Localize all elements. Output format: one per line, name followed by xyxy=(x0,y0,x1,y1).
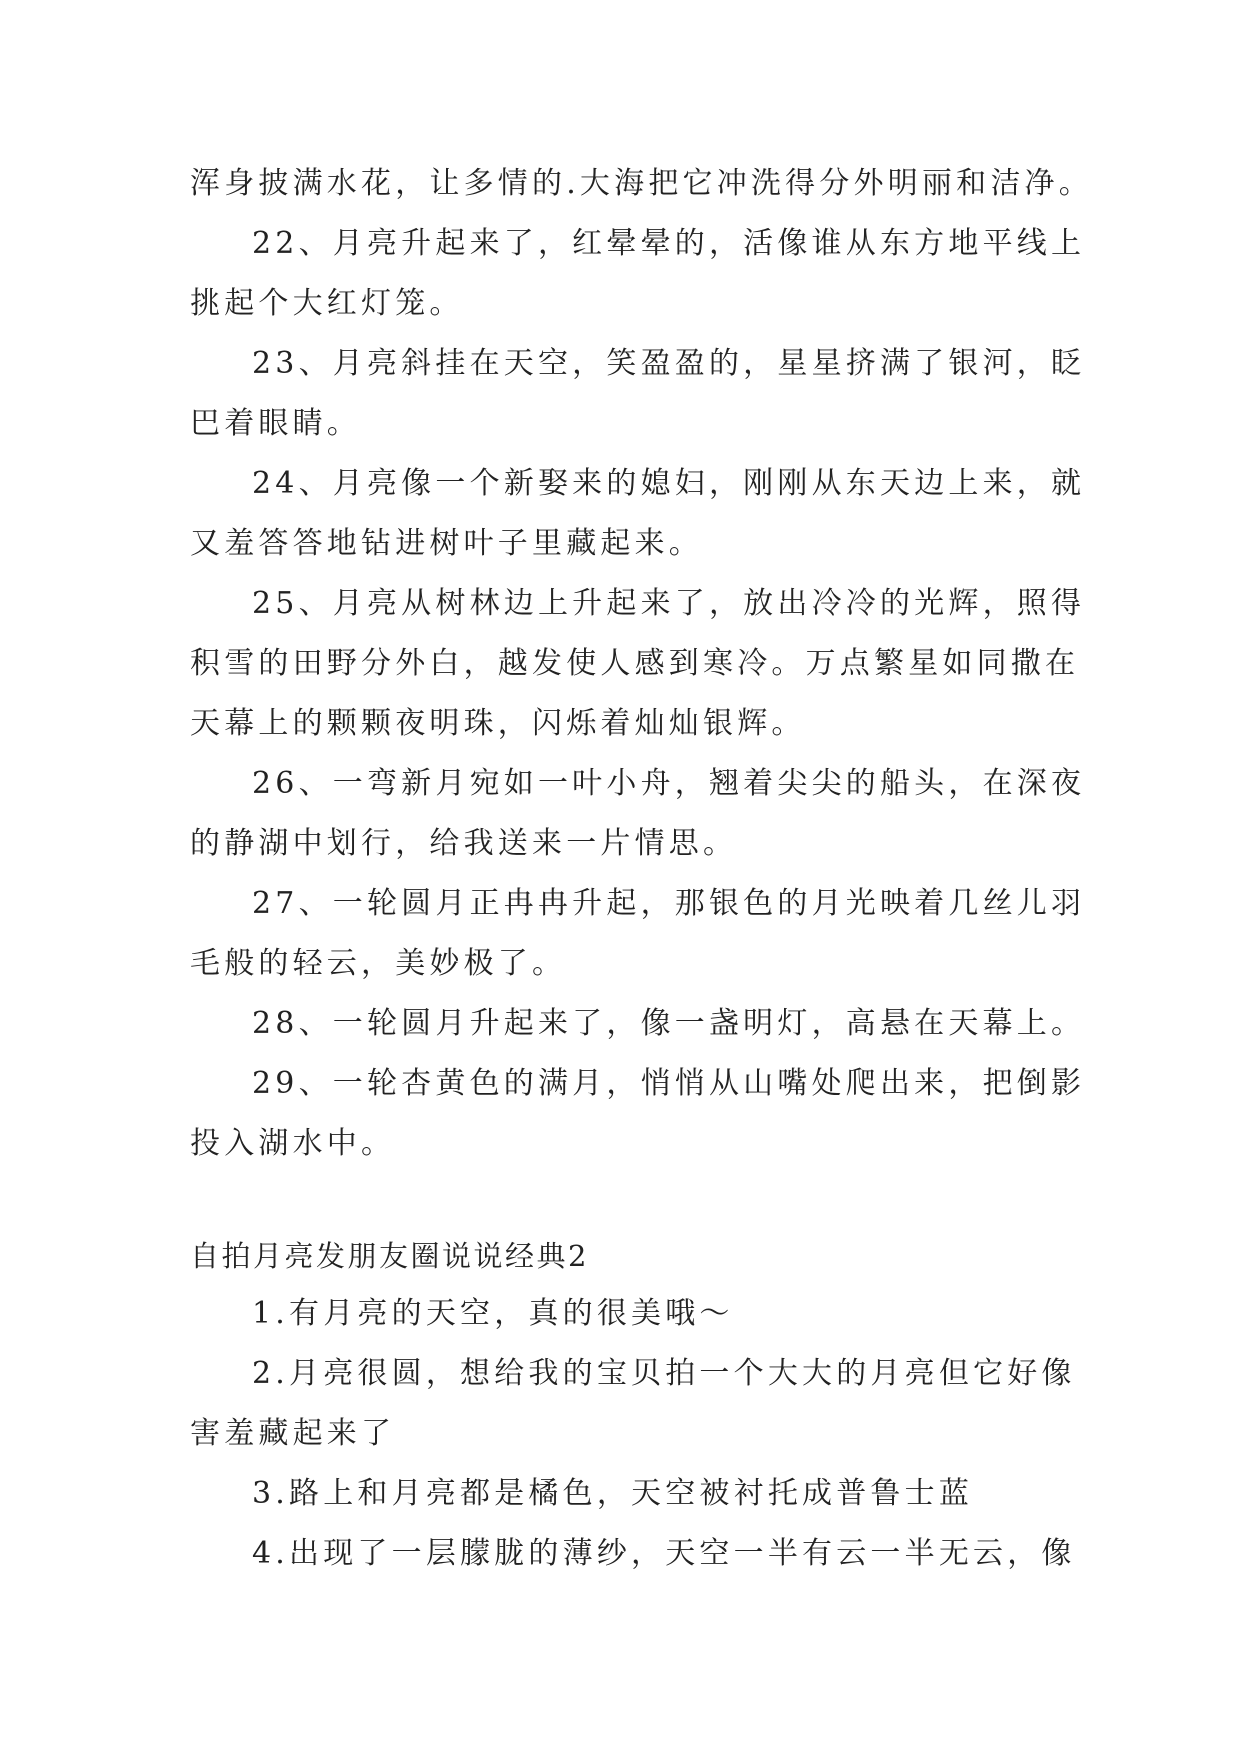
text-line: 27、一轮圆月正冉冉升起，那银色的月光映着几丝儿羽 xyxy=(252,886,1086,921)
text-line: 挑起个大红灯笼。 xyxy=(190,286,464,321)
text-line: 22、月亮升起来了，红晕晕的，活像谁从东方地平线上 xyxy=(252,226,1086,261)
text-line: 的静湖中划行，给我送来一片情思。 xyxy=(190,826,738,861)
section-title: 自拍月亮发朋友圈说说经典2 xyxy=(190,1239,589,1273)
text-line: 巴着眼睛。 xyxy=(190,406,361,441)
text-line: 1.有月亮的天空，真的很美哦～ xyxy=(252,1296,734,1331)
text-line: 4.出现了一层朦胧的薄纱，天空一半有云一半无云，像 xyxy=(252,1536,1076,1571)
text-line: 害羞藏起来了 xyxy=(190,1416,396,1451)
text-line: 天幕上的颗颗夜明珠，闪烁着灿灿银辉。 xyxy=(190,706,806,741)
text-line: 3.路上和月亮都是橘色，天空被衬托成普鲁士蓝 xyxy=(252,1476,974,1511)
text-line: 投入湖水中。 xyxy=(190,1126,396,1161)
text-line: 29、一轮杏黄色的满月，悄悄从山嘴处爬出来，把倒影 xyxy=(252,1066,1086,1101)
text-line: 2.月亮很圆，想给我的宝贝拍一个大大的月亮但它好像 xyxy=(252,1356,1076,1391)
text-line: 24、月亮像一个新娶来的媳妇，刚刚从东天边上来，就 xyxy=(252,466,1086,501)
text-line: 积雪的田野分外白，越发使人感到寒冷。万点繁星如同撒在 xyxy=(190,646,1080,681)
text-line: 23、月亮斜挂在天空，笑盈盈的，星星挤满了银河，眨 xyxy=(252,346,1086,381)
text-line: 28、一轮圆月升起来了，像一盏明灯，高悬在天幕上。 xyxy=(252,1006,1086,1041)
text-line: 又羞答答地钻进树叶子里藏起来。 xyxy=(190,526,703,561)
text-line: 26、一弯新月宛如一叶小舟，翘着尖尖的船头，在深夜 xyxy=(252,766,1086,801)
text-line: 毛般的轻云，美妙极了。 xyxy=(190,946,567,981)
text-line: 浑身披满水花，让多情的.大海把它冲洗得分外明丽和洁净。 xyxy=(190,166,1093,201)
text-line: 25、月亮从树林边上升起来了，放出冷冷的光辉，照得 xyxy=(252,586,1086,621)
